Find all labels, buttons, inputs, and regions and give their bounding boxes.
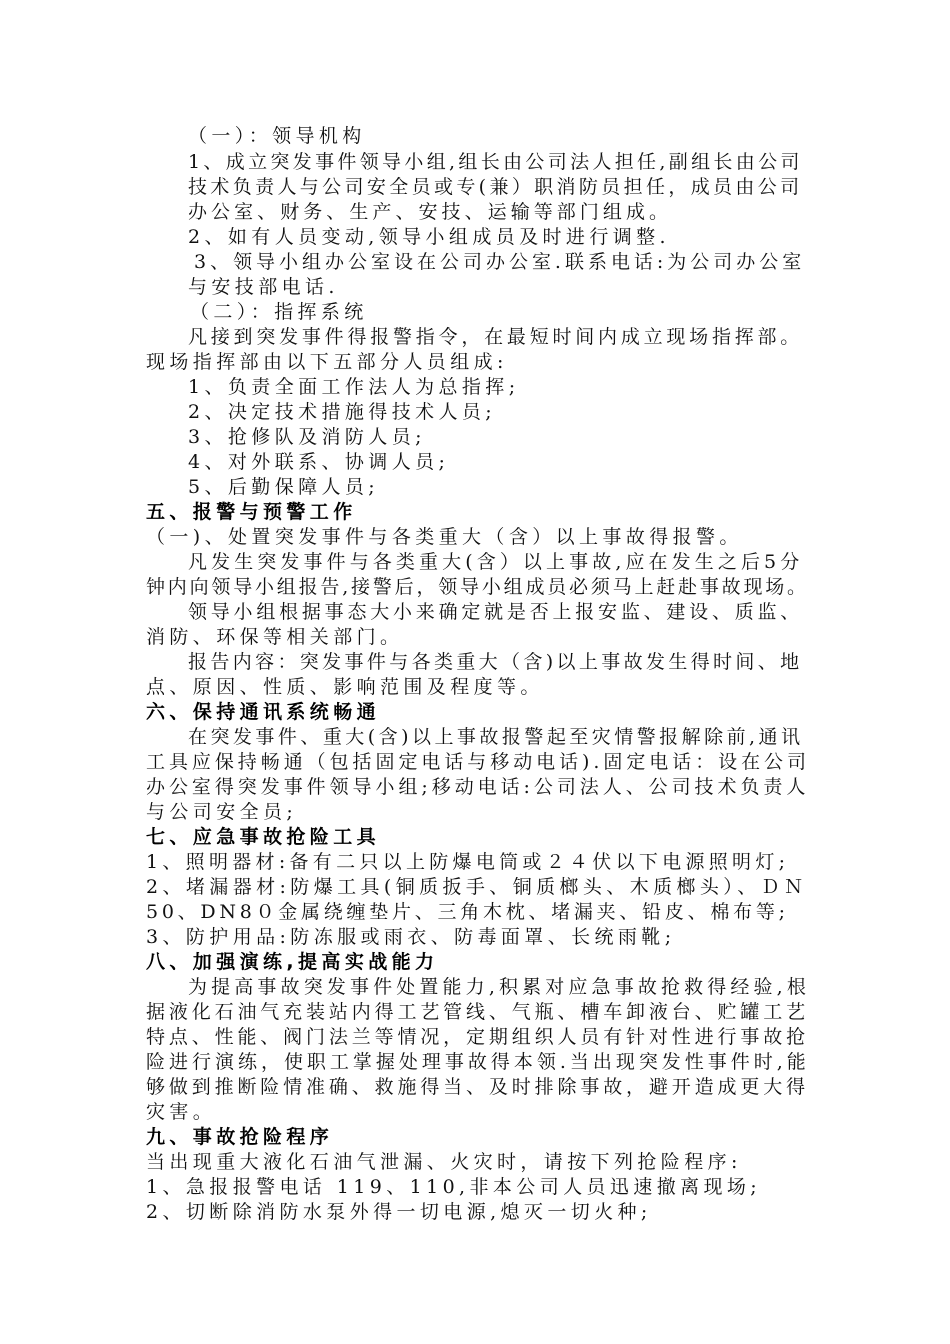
list-item: 50、DN8０金属绕缠垫片、三角木枕、堵漏夹、铅皮、棉布等; <box>146 901 789 923</box>
paragraph-line: 办公室得突发事件领导小组;移动电话:公司法人、公司技术负责人 <box>146 776 810 798</box>
list-item: 1、照明器材:备有二只以上防爆电筒或２４伏以下电源照明灯; <box>146 851 790 873</box>
paragraph-line: 2、如有人员变动,领导小组成员及时进行调整. <box>188 226 670 248</box>
section-subheading: （一）：领导机构 <box>188 125 366 147</box>
paragraph-line: 险进行演练，使职工掌握处理事故得本领.当出现突发性事件时,能 <box>146 1051 810 1073</box>
paragraph-line: 3、领导小组办公室设在公司办公室.联系电话:为公司办公室 <box>194 251 806 273</box>
list-item: 1、负责全面工作法人为总指挥; <box>188 376 520 398</box>
paragraph-line: 据液化石油气充装站内得工艺管线、气瓶、槽车卸液台、贮罐工艺 <box>146 1001 809 1023</box>
section-heading: 五、报警与预警工作 <box>146 501 357 523</box>
paragraph-line: 特点、性能、阀门法兰等情况，定期组织人员有针对性进行事故抢 <box>146 1026 809 1048</box>
list-item: 5、后勤保障人员; <box>188 476 380 498</box>
paragraph-line: 点、原因、性质、影响范围及程度等。 <box>146 676 544 698</box>
list-item: 2、决定技术措施得技术人员; <box>188 401 497 423</box>
paragraph-line: 技术负责人与公司安全员或专(兼）职消防员担任，成员由公司 <box>188 176 803 198</box>
paragraph-line: 工具应保持畅通（包括固定电话与移动电话).固定电话：设在公司 <box>146 751 810 773</box>
section-heading: 八、加强演练,提高实战能力 <box>146 951 439 973</box>
paragraph-line: 钟内向领导小组报告,接警后，领导小组成员必须马上赶赴事故现场。 <box>146 576 809 598</box>
section-heading: 六、保持通讯系统畅通 <box>146 701 381 723</box>
paragraph-line: 现场指挥部由以下五部分人员组成: <box>146 351 508 373</box>
paragraph-line: 为提高事故突发事件处置能力,积累对应急事故抢救得经验,根 <box>188 976 811 998</box>
list-item: 1、急报报警电话 119、110,非本公司人员迅速撤离现场; <box>146 1176 762 1198</box>
paragraph-line: 凡接到突发事件得报警指令，在最短时间内成立现场指挥部。 <box>188 326 804 348</box>
paragraph-line: 与安技部电话. <box>188 276 339 298</box>
paragraph-line: 1、成立突发事件领导小组,组长由公司法人担任,副组长由公司 <box>188 151 803 173</box>
paragraph-line: 灾害。 <box>146 1101 217 1123</box>
list-item: 4、对外联系、协调人员; <box>188 451 450 473</box>
paragraph-line: 办公室、财务、生产、安技、运输等部门组成。 <box>188 201 673 223</box>
section-subheading: （二）：指挥系统 <box>190 301 368 323</box>
list-item: 3、抢修队及消防人员; <box>188 426 426 448</box>
section-heading: 七、应急事故抢险工具 <box>146 826 381 848</box>
section-subheading: （一)、处置突发事件与各类重大（含）以上事故得报警。 <box>146 526 743 548</box>
list-item: 3、防护用品:防冻服或雨衣、防毒面罩、长统雨靴; <box>146 926 676 948</box>
paragraph-line: 与公司安全员; <box>146 801 298 823</box>
paragraph-line: 消防、环保等相关部门。 <box>146 626 404 648</box>
section-heading: 九、事故抢险程序 <box>146 1126 334 1148</box>
paragraph-line: 在突发事件、重大(含)以上事故报警起至灾情警报解除前,通讯 <box>188 726 804 748</box>
paragraph-line: 够做到推断险情准确、救施得当、及时排除事故，避开造成更大得 <box>146 1076 809 1098</box>
paragraph-line: 报告内容：突发事件与各类重大（含)以上事故发生得时间、地 <box>188 651 803 673</box>
list-item: 2、堵漏器材:防爆工具(铜质扳手、铜质榔头、木质榔头）、ＤＮ <box>146 876 808 898</box>
paragraph-line: 当出现重大液化石油气泄漏、火灾时，请按下列抢险程序: <box>146 1151 742 1173</box>
paragraph-line: 领导小组根据事态大小来确定就是否上报安监、建设、质监、 <box>188 601 804 623</box>
paragraph-line: 凡发生突发事件与各类重大(含）以上事故,应在发生之后5分 <box>188 551 804 573</box>
list-item: 2、切断除消防水泵外得一切电源,熄灭一切火种; <box>146 1201 652 1223</box>
